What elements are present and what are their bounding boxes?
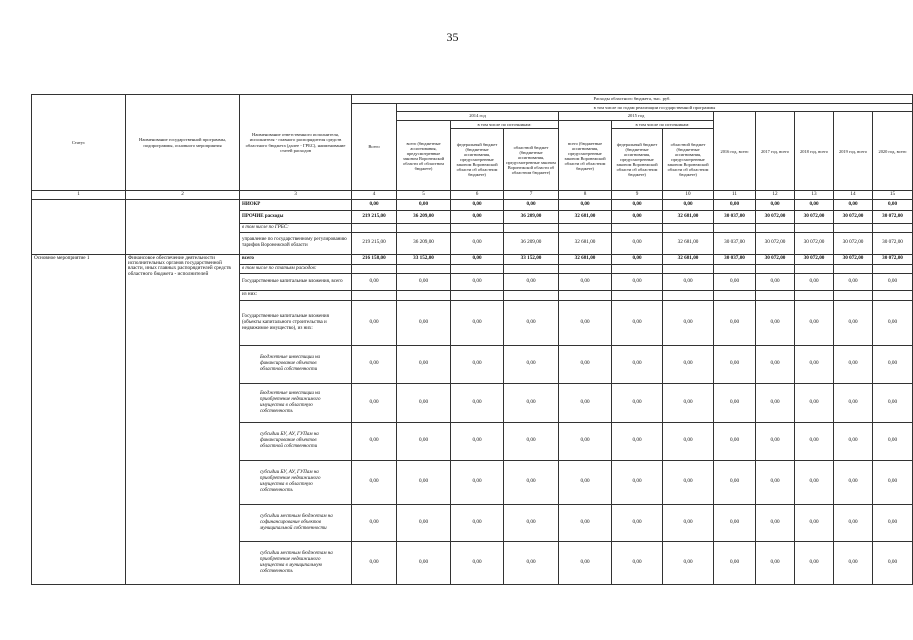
value-cell: 30 072,00 bbox=[873, 210, 913, 223]
value-cell: 0,00 bbox=[451, 273, 504, 290]
value-cell: 0,00 bbox=[834, 273, 873, 290]
column-number: 4 bbox=[352, 191, 397, 199]
value-cell: 0,00 bbox=[451, 460, 504, 504]
column-number: 9 bbox=[612, 191, 663, 199]
value-cell: 0,00 bbox=[873, 383, 913, 422]
value-cell bbox=[397, 290, 451, 300]
expense-item-label: Государственные капитальные вложения, всего bbox=[240, 273, 352, 290]
value-cell: 0,00 bbox=[559, 199, 612, 210]
header-year-2015: 2015 год bbox=[559, 112, 714, 120]
value-cell: 33 152,00 bbox=[504, 254, 559, 264]
value-cell: 0,00 bbox=[663, 504, 714, 541]
header-program-name: Наименование государственной программы, подпрограммы, основного мероприятия bbox=[126, 95, 240, 191]
value-cell: 0,00 bbox=[795, 199, 834, 210]
value-cell: 0,00 bbox=[873, 300, 913, 345]
value-cell: 30 072,00 bbox=[834, 254, 873, 264]
value-cell: 0,00 bbox=[873, 199, 913, 210]
value-cell: 0,00 bbox=[352, 345, 397, 383]
expense-item-label: НИОКР bbox=[240, 199, 352, 210]
value-cell bbox=[795, 290, 834, 300]
value-cell: 0,00 bbox=[559, 300, 612, 345]
status-cell: Основное мероприятие 1 bbox=[32, 254, 126, 584]
value-cell: 0,00 bbox=[795, 541, 834, 584]
value-cell: 33 152,00 bbox=[397, 254, 451, 264]
value-cell: 0,00 bbox=[756, 345, 795, 383]
value-cell bbox=[559, 290, 612, 300]
value-cell: 0,00 bbox=[834, 345, 873, 383]
value-cell: 0,00 bbox=[834, 422, 873, 460]
value-cell: 0,00 bbox=[612, 210, 663, 223]
table-row bbox=[32, 254, 913, 264]
value-cell: 0,00 bbox=[714, 504, 756, 541]
value-cell: 30 072,00 bbox=[873, 254, 913, 264]
value-cell: 0,00 bbox=[663, 345, 714, 383]
value-cell: 0,00 bbox=[451, 232, 504, 254]
expense-item-label: субсидии БУ, АУ, ГУПам на приобретение недвижимого имущества в областную собственность bbox=[240, 460, 352, 504]
value-cell: 0,00 bbox=[873, 541, 913, 584]
value-cell: 0,00 bbox=[451, 541, 504, 584]
value-cell: 0,00 bbox=[612, 199, 663, 210]
value-cell: 0,00 bbox=[834, 504, 873, 541]
page-number: 35 bbox=[446, 30, 459, 44]
expense-item-label: в том числе по ГРБС: bbox=[240, 223, 352, 232]
header-col-10: областной бюджет (бюджетные ассигнования, предусмотренные законом Воронежской области об областном бюджете) bbox=[663, 129, 714, 191]
value-cell: 30 072,00 bbox=[795, 254, 834, 264]
value-cell: 0,00 bbox=[451, 345, 504, 383]
value-cell: 0,00 bbox=[397, 541, 451, 584]
header-executor: Наименование ответственного исполнителя, исполнителя - главного распорядителя средств областного бюджета (далее - ГРБС), наименование статей расходов bbox=[240, 95, 352, 191]
value-cell: 0,00 bbox=[795, 300, 834, 345]
column-number: 7 bbox=[504, 191, 559, 199]
value-cell: 0,00 bbox=[504, 460, 559, 504]
value-cell bbox=[352, 264, 397, 273]
value-cell: 0,00 bbox=[756, 504, 795, 541]
value-cell: 0,00 bbox=[873, 504, 913, 541]
value-cell bbox=[397, 223, 451, 232]
header-col-6: федеральный бюджет (бюджетные ассигнования, предусмотренные законом Воронежской области об областном бюджете) bbox=[451, 129, 504, 191]
header-col-15: 2020 год, всего bbox=[873, 112, 913, 191]
value-cell bbox=[559, 223, 612, 232]
program-cell-empty bbox=[126, 199, 240, 254]
value-cell: 32 681,00 bbox=[559, 254, 612, 264]
value-cell: 0,00 bbox=[714, 383, 756, 422]
column-number: 11 bbox=[714, 191, 756, 199]
value-cell bbox=[397, 264, 451, 273]
value-cell bbox=[451, 264, 504, 273]
value-cell bbox=[612, 223, 663, 232]
value-cell: 0,00 bbox=[504, 504, 559, 541]
column-number: 15 bbox=[873, 191, 913, 199]
value-cell: 0,00 bbox=[451, 300, 504, 345]
value-cell bbox=[834, 290, 873, 300]
value-cell: 0,00 bbox=[397, 460, 451, 504]
header-col-11: 2016 год, всего bbox=[714, 112, 756, 191]
value-cell: 0,00 bbox=[451, 254, 504, 264]
value-cell: 0,00 bbox=[352, 383, 397, 422]
expense-item-label: Бюджетные инвестиции на приобретение недвижимого имущества в областную собственность bbox=[240, 383, 352, 422]
value-cell: 0,00 bbox=[352, 504, 397, 541]
value-cell: 0,00 bbox=[352, 460, 397, 504]
value-cell bbox=[756, 223, 795, 232]
header-by-sources-2015: в том числе по источникам: bbox=[612, 120, 714, 128]
header-by-sources-2014: в том числе по источникам: bbox=[451, 120, 559, 128]
column-number: 3 bbox=[240, 191, 352, 199]
value-cell: 0,00 bbox=[504, 273, 559, 290]
value-cell: 0,00 bbox=[612, 273, 663, 290]
value-cell: 0,00 bbox=[663, 383, 714, 422]
value-cell: 0,00 bbox=[714, 199, 756, 210]
value-cell: 36 209,00 bbox=[504, 232, 559, 254]
header-by-years: в том числе по годам реализации государственной программы bbox=[397, 104, 913, 112]
expense-item-label: из них: bbox=[240, 290, 352, 300]
header-total: Всего bbox=[352, 104, 397, 191]
value-cell bbox=[714, 290, 756, 300]
column-number: 14 bbox=[834, 191, 873, 199]
value-cell: 0,00 bbox=[397, 199, 451, 210]
value-cell bbox=[352, 223, 397, 232]
column-number: 1 bbox=[32, 191, 126, 199]
header-col-13: 2018 год, всего bbox=[795, 112, 834, 191]
value-cell: 30 072,00 bbox=[756, 254, 795, 264]
value-cell: 0,00 bbox=[795, 504, 834, 541]
value-cell: 0,00 bbox=[559, 345, 612, 383]
value-cell: 0,00 bbox=[504, 541, 559, 584]
value-cell bbox=[714, 264, 756, 273]
value-cell: 0,00 bbox=[795, 422, 834, 460]
value-cell: 0,00 bbox=[756, 422, 795, 460]
value-cell: 0,00 bbox=[873, 422, 913, 460]
value-cell: 36 209,00 bbox=[504, 210, 559, 223]
value-cell: 0,00 bbox=[451, 199, 504, 210]
value-cell: 0,00 bbox=[834, 199, 873, 210]
value-cell: 30 072,00 bbox=[756, 210, 795, 223]
value-cell bbox=[714, 223, 756, 232]
value-cell: 0,00 bbox=[714, 460, 756, 504]
value-cell: 0,00 bbox=[559, 273, 612, 290]
value-cell: 32 681,00 bbox=[559, 210, 612, 223]
value-cell: 0,00 bbox=[559, 383, 612, 422]
value-cell: 30 072,00 bbox=[795, 232, 834, 254]
value-cell: 0,00 bbox=[352, 422, 397, 460]
column-number: 13 bbox=[795, 191, 834, 199]
value-cell bbox=[756, 264, 795, 273]
value-cell: 30 072,00 bbox=[834, 210, 873, 223]
header-expenses-title: Расходы областного бюджета, тыс. руб. bbox=[352, 95, 913, 104]
value-cell: 0,00 bbox=[559, 504, 612, 541]
table-row bbox=[32, 199, 913, 210]
expense-item-label: всего bbox=[240, 254, 352, 264]
header-col-5: всего (бюджетные ассигнования, предусмотренные законом Воронежской области об областном бюджете) bbox=[397, 120, 451, 190]
value-cell: 0,00 bbox=[504, 300, 559, 345]
value-cell: 0,00 bbox=[504, 422, 559, 460]
column-number: 6 bbox=[451, 191, 504, 199]
budget-table-sheet bbox=[31, 94, 907, 640]
expense-item-label: Государственные капитальные вложения (объекты капитального строительства и недвижимое имущество), из них: bbox=[240, 300, 352, 345]
value-cell: 32 681,00 bbox=[663, 232, 714, 254]
value-cell: 0,00 bbox=[612, 422, 663, 460]
value-cell: 0,00 bbox=[714, 273, 756, 290]
value-cell bbox=[795, 264, 834, 273]
expense-item-label: субсидии местным бюджетам на софинансирование объектов муниципальной собственности bbox=[240, 504, 352, 541]
value-cell: 36 209,00 bbox=[397, 232, 451, 254]
value-cell bbox=[834, 223, 873, 232]
value-cell: 32 681,00 bbox=[663, 254, 714, 264]
value-cell bbox=[451, 290, 504, 300]
value-cell: 0,00 bbox=[795, 460, 834, 504]
value-cell bbox=[612, 290, 663, 300]
column-number: 8 bbox=[559, 191, 612, 199]
column-numbers-row bbox=[32, 191, 913, 199]
value-cell bbox=[663, 264, 714, 273]
header-col-8: всего (бюджетные ассигнования, предусмотренные законом Воронежской области об областном бюджете) bbox=[559, 120, 612, 190]
value-cell bbox=[834, 264, 873, 273]
expense-item-label: в том числе по статьям расходов: bbox=[240, 264, 352, 273]
value-cell bbox=[756, 290, 795, 300]
column-number: 12 bbox=[756, 191, 795, 199]
value-cell: 0,00 bbox=[756, 383, 795, 422]
value-cell bbox=[612, 264, 663, 273]
value-cell: 0,00 bbox=[504, 345, 559, 383]
header-col-7: областной бюджет (бюджетные ассигнования, предусмотренные законом Воронежской области об областном бюджете) bbox=[504, 129, 559, 191]
value-cell: 30 072,00 bbox=[873, 232, 913, 254]
value-cell bbox=[873, 223, 913, 232]
value-cell: 0,00 bbox=[663, 460, 714, 504]
value-cell: 0,00 bbox=[451, 383, 504, 422]
value-cell: 0,00 bbox=[834, 460, 873, 504]
value-cell: 0,00 bbox=[451, 210, 504, 223]
value-cell bbox=[451, 223, 504, 232]
value-cell: 0,00 bbox=[834, 300, 873, 345]
value-cell: 0,00 bbox=[756, 199, 795, 210]
header-col-12: 2017 год, всего bbox=[756, 112, 795, 191]
value-cell: 0,00 bbox=[612, 232, 663, 254]
value-cell: 0,00 bbox=[663, 422, 714, 460]
value-cell: 0,00 bbox=[352, 300, 397, 345]
value-cell: 219 215,00 bbox=[352, 232, 397, 254]
value-cell: 0,00 bbox=[397, 422, 451, 460]
value-cell: 0,00 bbox=[352, 199, 397, 210]
value-cell: 0,00 bbox=[756, 541, 795, 584]
value-cell: 0,00 bbox=[795, 345, 834, 383]
header-col-9: федеральный бюджет (бюджетные ассигнования, предусмотренные законом Воронежской области об областном бюджете) bbox=[612, 129, 663, 191]
value-cell: 0,00 bbox=[612, 345, 663, 383]
value-cell: 0,00 bbox=[559, 460, 612, 504]
value-cell: 0,00 bbox=[873, 345, 913, 383]
value-cell: 0,00 bbox=[612, 504, 663, 541]
value-cell: 0,00 bbox=[612, 383, 663, 422]
expense-item-label: ПРОЧИЕ расходы bbox=[240, 210, 352, 223]
value-cell: 0,00 bbox=[504, 199, 559, 210]
value-cell bbox=[504, 223, 559, 232]
value-cell: 0,00 bbox=[834, 383, 873, 422]
value-cell: 32 681,00 bbox=[559, 232, 612, 254]
value-cell: 0,00 bbox=[873, 273, 913, 290]
value-cell bbox=[663, 290, 714, 300]
value-cell: 32 681,00 bbox=[663, 210, 714, 223]
value-cell: 0,00 bbox=[397, 345, 451, 383]
value-cell: 30 072,00 bbox=[756, 232, 795, 254]
expense-item-label: субсидии БУ, АУ, ГУПам на финансирование объектов областной собственности bbox=[240, 422, 352, 460]
value-cell: 0,00 bbox=[795, 273, 834, 290]
column-number: 5 bbox=[397, 191, 451, 199]
value-cell: 0,00 bbox=[397, 273, 451, 290]
value-cell: 30 037,00 bbox=[714, 254, 756, 264]
value-cell: 0,00 bbox=[714, 541, 756, 584]
value-cell: 0,00 bbox=[663, 300, 714, 345]
value-cell: 0,00 bbox=[834, 541, 873, 584]
value-cell: 219 215,00 bbox=[352, 210, 397, 223]
value-cell: 0,00 bbox=[559, 422, 612, 460]
value-cell: 0,00 bbox=[397, 383, 451, 422]
value-cell: 0,00 bbox=[873, 460, 913, 504]
value-cell bbox=[663, 223, 714, 232]
value-cell: 0,00 bbox=[559, 541, 612, 584]
column-number: 10 bbox=[663, 191, 714, 199]
expense-item-label: субсидии местным бюджетам на приобретение недвижимого имущества в муниципальную собственность bbox=[240, 541, 352, 584]
value-cell: 0,00 bbox=[714, 345, 756, 383]
value-cell: 0,00 bbox=[612, 300, 663, 345]
value-cell: 0,00 bbox=[352, 273, 397, 290]
expense-item-label: управление по государственному регулированию тарифов Воронежской области bbox=[240, 232, 352, 254]
value-cell: 0,00 bbox=[612, 254, 663, 264]
header-year-2014: 2014 год bbox=[397, 112, 559, 120]
value-cell: 0,00 bbox=[663, 541, 714, 584]
value-cell bbox=[504, 290, 559, 300]
value-cell: 30 037,00 bbox=[714, 232, 756, 254]
value-cell bbox=[873, 264, 913, 273]
status-cell-empty bbox=[32, 199, 126, 254]
value-cell: 0,00 bbox=[756, 273, 795, 290]
value-cell: 36 209,00 bbox=[397, 210, 451, 223]
value-cell bbox=[795, 223, 834, 232]
value-cell bbox=[559, 264, 612, 273]
value-cell: 0,00 bbox=[397, 504, 451, 541]
value-cell: 30 037,00 bbox=[714, 210, 756, 223]
value-cell: 0,00 bbox=[795, 383, 834, 422]
value-cell: 0,00 bbox=[612, 541, 663, 584]
value-cell: 0,00 bbox=[612, 460, 663, 504]
value-cell bbox=[352, 290, 397, 300]
value-cell: 216 158,00 bbox=[352, 254, 397, 264]
value-cell: 0,00 bbox=[756, 460, 795, 504]
value-cell: 0,00 bbox=[714, 422, 756, 460]
value-cell bbox=[873, 290, 913, 300]
value-cell: 0,00 bbox=[352, 541, 397, 584]
value-cell: 0,00 bbox=[756, 300, 795, 345]
header-col-14: 2019 год, всего bbox=[834, 112, 873, 191]
value-cell: 30 072,00 bbox=[834, 232, 873, 254]
value-cell: 0,00 bbox=[714, 300, 756, 345]
value-cell bbox=[504, 264, 559, 273]
value-cell: 0,00 bbox=[451, 504, 504, 541]
expense-item-label: Бюджетные инвестиции на финансирование объектов областной собственности bbox=[240, 345, 352, 383]
value-cell: 0,00 bbox=[504, 383, 559, 422]
value-cell: 0,00 bbox=[663, 199, 714, 210]
value-cell: 0,00 bbox=[397, 300, 451, 345]
value-cell: 30 072,00 bbox=[795, 210, 834, 223]
header-status: Статус bbox=[32, 95, 126, 191]
value-cell: 0,00 bbox=[451, 422, 504, 460]
column-number: 2 bbox=[126, 191, 240, 199]
program-cell: Финансовое обеспечение деятельности исполнительных органов государственной власти, иных главных распорядителей средств областного бюджета - исполнителей bbox=[126, 254, 240, 584]
value-cell: 0,00 bbox=[663, 273, 714, 290]
budget-table bbox=[31, 94, 913, 585]
